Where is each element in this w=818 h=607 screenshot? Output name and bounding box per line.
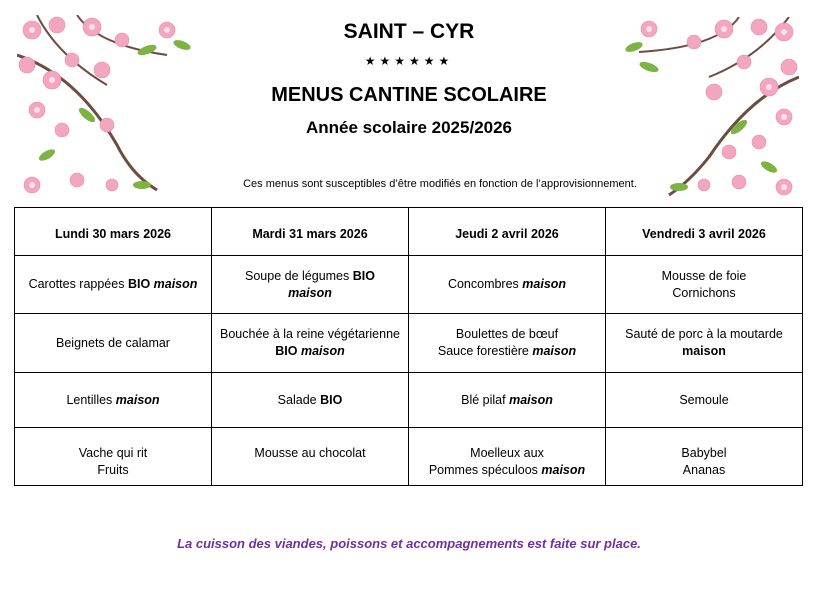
menu-table bbox=[14, 207, 803, 486]
menu-text: BIO bbox=[352, 268, 375, 283]
menu-text: Vache qui rit bbox=[78, 446, 148, 460]
menu-cell bbox=[212, 314, 409, 373]
menu-text: Beignets de calamar bbox=[56, 335, 170, 350]
menu-text: BIO bbox=[320, 392, 343, 407]
menu-cell bbox=[409, 428, 606, 486]
page-subtitle: MENUS CANTINE SCOLAIRE bbox=[271, 84, 547, 106]
table-header-row bbox=[15, 208, 803, 256]
cherry-blossom-decoration-left bbox=[17, 15, 197, 195]
table-row-side bbox=[15, 373, 803, 428]
menu-cell bbox=[409, 256, 606, 314]
menu-text: maison bbox=[522, 277, 567, 291]
day-header: Mardi 31 mars 2026 bbox=[212, 208, 409, 256]
menu-cell bbox=[15, 314, 212, 373]
day-header: Vendredi 3 avril 2026 bbox=[606, 208, 803, 256]
table-row-main bbox=[15, 314, 803, 373]
menu-cell bbox=[606, 314, 803, 373]
menu-text: Sauce forestière bbox=[437, 344, 533, 358]
menu-text: Blé pilaf bbox=[461, 392, 510, 407]
menu-cell bbox=[15, 256, 212, 314]
menu-cell bbox=[606, 428, 803, 486]
stars-divider: ★★★★★★ bbox=[364, 54, 454, 68]
menu-disclaimer: Ces menus sont susceptibles d’être modifiés en fonction de l’approvisionnement. bbox=[243, 178, 637, 190]
menu-cell bbox=[15, 428, 212, 486]
menu-text: Cornichons bbox=[672, 285, 736, 300]
menu-text: Salade bbox=[277, 392, 321, 407]
menu-text: BIO bbox=[275, 344, 301, 358]
menu-cell bbox=[409, 373, 606, 428]
menu-text: Sauté de porc à la moutarde bbox=[625, 327, 783, 341]
cherry-blossom-decoration-right bbox=[619, 17, 799, 197]
menu-text: Mousse au chocolat bbox=[254, 446, 366, 460]
menu-text: Fruits bbox=[97, 463, 129, 477]
menu-text: maison bbox=[153, 277, 198, 291]
menu-text: Boulettes de bœuf bbox=[455, 327, 559, 341]
menu-text: Pommes spéculoos bbox=[428, 463, 542, 477]
menu-text: Bouchée à la reine végétarienne bbox=[220, 327, 400, 341]
menu-text: maison bbox=[541, 463, 586, 477]
menu-text: Moelleux aux bbox=[470, 446, 544, 460]
menu-cell bbox=[212, 373, 409, 428]
menu-cell bbox=[15, 373, 212, 428]
menu-text: maison bbox=[682, 344, 726, 358]
menu-text: maison bbox=[509, 392, 553, 407]
menu-text: maison bbox=[288, 285, 332, 300]
menu-text: Mousse de foie bbox=[661, 268, 747, 283]
menu-text: Semoule bbox=[679, 392, 729, 407]
menu-cell bbox=[212, 428, 409, 486]
page-title: SAINT – CYR bbox=[343, 20, 475, 43]
menu-cell bbox=[606, 256, 803, 314]
menu-text: maison bbox=[532, 344, 577, 358]
menu-text: Carottes rappées bbox=[28, 277, 128, 291]
menu-text: maison bbox=[115, 392, 160, 407]
school-year: Année scolaire 2025/2026 bbox=[305, 118, 513, 137]
menu-text: Ananas bbox=[682, 463, 726, 477]
menu-cell bbox=[409, 314, 606, 373]
menu-cell bbox=[212, 256, 409, 314]
day-header: Jeudi 2 avril 2026 bbox=[409, 208, 606, 256]
menu-text: maison bbox=[300, 344, 345, 358]
menu-text: Babybel bbox=[681, 446, 727, 460]
menu-text: Lentilles bbox=[66, 392, 116, 407]
day-header: Lundi 30 mars 2026 bbox=[15, 208, 212, 256]
table-row-starter bbox=[15, 256, 803, 314]
menu-cell bbox=[606, 373, 803, 428]
table-row-dessert bbox=[15, 428, 803, 486]
menu-text: BIO bbox=[127, 277, 154, 291]
menu-text: Soupe de légumes bbox=[245, 268, 353, 283]
menu-text: Concombres bbox=[447, 277, 523, 291]
cooking-note: La cuisson des viandes, poissons et accompagnements est faite sur place. bbox=[177, 536, 641, 551]
